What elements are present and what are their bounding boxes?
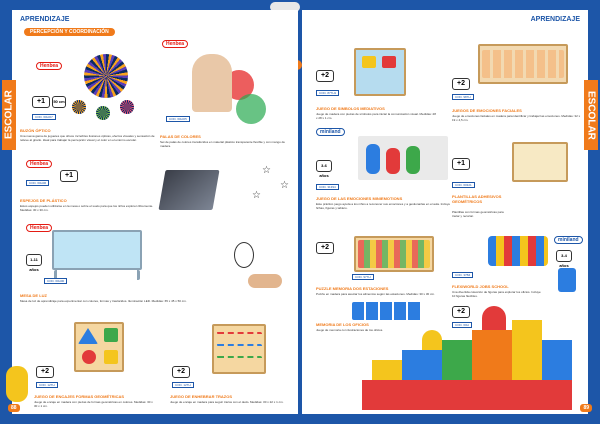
star-icon: ☆ bbox=[262, 165, 271, 176]
lightbulb-drawing bbox=[234, 242, 254, 268]
product-title: JUEGO DE ENHEBRAR TRAZOS bbox=[170, 394, 233, 399]
color-paddle-green bbox=[236, 94, 266, 124]
optical-spinner-image bbox=[84, 54, 128, 98]
product-title: PALAS DE COLORES bbox=[160, 134, 201, 139]
puzzle-circle bbox=[82, 350, 96, 364]
tracing-wave-green bbox=[216, 356, 262, 362]
section-header-left: APRENDIZAJE bbox=[20, 16, 70, 23]
product-title: PUZZLE MEMORIA DOS ESTACIONES bbox=[316, 286, 389, 291]
product-title: BUZÓN ÓPTICO bbox=[20, 128, 51, 133]
product-title: MESA DE LUZ bbox=[20, 293, 47, 298]
product-ref: COD. 37B4 bbox=[452, 272, 473, 278]
plastic-mirrors-image bbox=[158, 170, 219, 210]
product-title: JUEGOS DE EMOCIONES FACIALES bbox=[452, 108, 522, 113]
optical-spinner-small-2 bbox=[96, 106, 110, 120]
product-desc: Una nueva gama de juguetes que ofrece increíbles ilusiones ópticas, efectos visuales y sensación de relieve al girarlo. Ideal para trabajar la percepción visual y el color en el entorno escolar. bbox=[20, 134, 155, 142]
product-title: MEMORIA DE LOS OFICIOS bbox=[316, 322, 369, 327]
flexiworld-box bbox=[558, 268, 576, 292]
block bbox=[542, 340, 572, 380]
plus-badge: +2 bbox=[36, 366, 54, 378]
product-ref: COD. 977H bbox=[352, 274, 374, 280]
page-number-left: 88 bbox=[8, 404, 20, 412]
age-badge: 1-11 años bbox=[26, 254, 42, 266]
product-ref: COD. 987H bbox=[452, 94, 474, 100]
symbols-puzzle-piece bbox=[362, 56, 376, 68]
child-photo bbox=[192, 54, 232, 112]
page-number-right: 89 bbox=[580, 404, 592, 412]
subsection-pill: PERCEPCIÓN Y COORDINACIÓN bbox=[24, 28, 115, 36]
side-tab-right: ESCOLAR bbox=[584, 80, 598, 150]
puzzle-square bbox=[104, 328, 118, 342]
product-ref: COD. 60H bbox=[452, 322, 472, 328]
block-arch bbox=[482, 306, 506, 330]
product-title: JUEGO DE ENCAJES FORMAS GEOMÉTRICAS bbox=[34, 394, 125, 399]
henbea-brand: Henbea bbox=[162, 40, 188, 48]
size-badge: 50 cm bbox=[52, 96, 66, 108]
product-desc: Una divertida colección de figuras para explorar los oficios. Incluye 10 figuras flexibles. bbox=[452, 290, 541, 298]
symbols-puzzle-image bbox=[354, 48, 406, 96]
product-desc: Juego de memoria con ilustraciones de los oficios. bbox=[316, 328, 384, 332]
product-ref: COD. 60H00 bbox=[44, 278, 67, 284]
flexiworld-figures bbox=[488, 236, 548, 266]
plus-badge: +1 bbox=[452, 158, 470, 170]
block bbox=[512, 320, 542, 380]
miniemotions-figure bbox=[366, 144, 380, 174]
star-icon: ☆ bbox=[252, 190, 261, 201]
product-desc: Juego de encaje en madera con piezas de formas geométricas en colores. Medidas: 30 x 30 x 1 cm. bbox=[34, 400, 153, 408]
product-title: JUEGO DE SIMBOLOS MEDIATIVOS bbox=[316, 106, 385, 111]
product-desc: Juego de emociones faciales en madera para identificar y trabajar las emociones. Medidas: 32 x 19 x 4,5 cm. bbox=[452, 114, 581, 122]
product-ref: COD. 12TH bbox=[172, 382, 194, 388]
product-title: PLANTILLAS ADHESIVOS GEOMÉTRICOS bbox=[452, 194, 502, 204]
side-tab-left: ESCOLAR bbox=[2, 80, 16, 150]
plus-badge: +1 bbox=[60, 170, 78, 182]
product-desc: Mesa de luz de aprendizaje para experimentar con colores, formas y traslúcidos. Iluminación LED. Medidas: 65 x 45 x 50 cm. bbox=[20, 299, 187, 303]
jobs-memory-cards bbox=[352, 302, 422, 320]
plus-badge: +2 bbox=[316, 242, 334, 254]
block-base bbox=[362, 380, 572, 410]
optical-spinner-small-3 bbox=[120, 100, 134, 114]
block bbox=[402, 350, 442, 380]
block bbox=[372, 360, 402, 380]
optical-spinner-small-1 bbox=[72, 100, 86, 114]
product-title: JUEGO DE LAS EMOCIONES MINIEMOTIONS bbox=[316, 196, 403, 201]
product-title: ESPEJOS DE PLÁSTICO bbox=[20, 198, 67, 203]
product-ref: COD. 60HO7 bbox=[32, 114, 56, 120]
henbea-brand: Henbea bbox=[26, 160, 52, 168]
product-desc: Set de palas de colores translúcidos en material plástico transparente flexible y con mango de madera. bbox=[160, 140, 285, 148]
plus-badge: +2 bbox=[172, 366, 190, 378]
miniland-brand: miniland bbox=[554, 236, 583, 244]
age-badge: 3-6 años bbox=[316, 160, 332, 172]
product-desc: Juego de encaje en madera para seguir trazos con el dedo. Medidas: 30 x 22 x 1 cm. bbox=[170, 400, 284, 404]
left-page bbox=[3, 10, 298, 414]
miniemotions-figure bbox=[406, 146, 420, 174]
henbea-brand: Henbea bbox=[36, 62, 62, 70]
faces-row bbox=[482, 50, 564, 78]
product-desc: Este práctico juego ayuda a los niños a reconocer sus emociones y a gestionarlas en el aula. Incluye fichas, figuras y tablero. bbox=[316, 202, 451, 210]
product-ref: COD. 31394 bbox=[316, 184, 339, 190]
product-desc: Puzzle en madera para asociar los alimentos según las estaciones. Medidas: 30 x 30 cm. bbox=[316, 292, 435, 296]
product-ref: COD. 60HO5 bbox=[166, 116, 190, 122]
miniland-brand: miniland bbox=[316, 128, 345, 136]
seasons-puzzle-items bbox=[358, 240, 430, 268]
block bbox=[442, 340, 472, 380]
star-icon: ☆ bbox=[280, 180, 289, 191]
product-desc: Juego de madera con piezas de símbolos para iniciar la comunicación visual. Medidas: 28 x 28 x 1 cm. bbox=[316, 112, 436, 120]
product-title: FLEXIWORLD JOBS SCHOOL bbox=[452, 284, 509, 289]
product-desc: Estos espejos pueden utilizarse en la mesa o sobre el suelo para que los niños exploren libremente. Medidas: 30 x 30 cm. bbox=[20, 204, 154, 212]
block-arch bbox=[422, 330, 442, 350]
miniemotions-figure bbox=[386, 148, 400, 174]
alien-mascot-icon bbox=[6, 366, 28, 402]
plus-badge: +2 bbox=[316, 70, 334, 82]
product-desc: Plantillas con formas geométricas para trazar y recortar. bbox=[452, 210, 504, 218]
plus-badge: +2 bbox=[452, 306, 470, 318]
product-ref: COD. 877H1 bbox=[316, 90, 339, 96]
age-badge: 3-4 años bbox=[556, 250, 572, 262]
plus-badge: +1 bbox=[32, 96, 50, 108]
puzzle-star bbox=[104, 350, 118, 364]
puzzle-triangle bbox=[78, 328, 98, 344]
section-header-right: APRENDIZAJE bbox=[530, 16, 580, 23]
tracing-wave-red bbox=[216, 332, 262, 338]
block bbox=[472, 330, 512, 380]
plus-badge: +2 bbox=[452, 78, 470, 90]
right-page bbox=[302, 10, 597, 414]
tracing-wave-blue bbox=[216, 344, 262, 350]
hand-photo bbox=[248, 274, 282, 288]
product-ref: COD. 60321 bbox=[452, 182, 475, 188]
product-ref: COD. 12TH bbox=[36, 382, 58, 388]
templates-image bbox=[512, 142, 568, 182]
henbea-brand: Henbea bbox=[26, 224, 52, 232]
symbols-puzzle-piece bbox=[382, 56, 396, 68]
light-table-image bbox=[52, 230, 142, 270]
product-ref: COD. 60H06 bbox=[26, 180, 49, 186]
